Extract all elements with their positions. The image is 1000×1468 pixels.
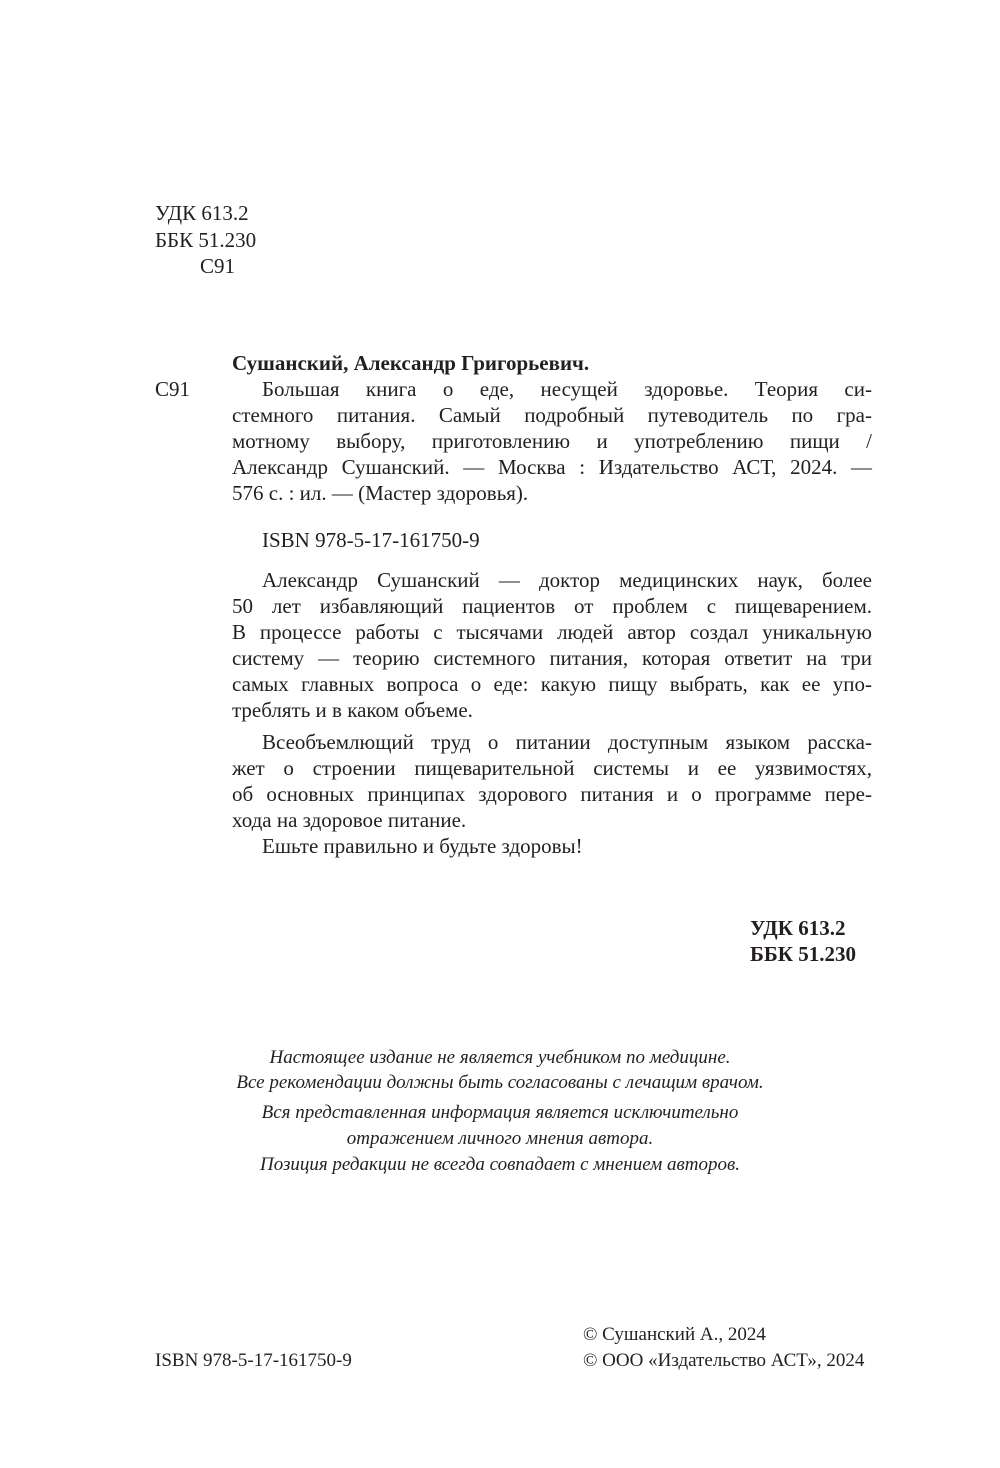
- isbn: ISBN 978-5-17-161750-9: [262, 528, 480, 552]
- description-line: 576 с. : ил. — (Мастер здоровья).: [232, 481, 529, 505]
- author-heading: Сушанский, Александр Григорьевич.: [232, 351, 590, 375]
- description-line: Большая книга о еде, несущей здоровье. Теория си-: [262, 377, 872, 401]
- annotation-line: Ешьте правильно и будьте здоровы!: [262, 834, 583, 858]
- bbk-code: ББК 51.230: [750, 942, 856, 966]
- annotation-line: об основных принципах здорового питания и о программе пере-: [232, 782, 872, 806]
- annotation-line: жет о строении пищеварительной системы и ее уязвимостях,: [232, 756, 872, 780]
- isbn: ISBN 978-5-17-161750-9: [155, 1350, 352, 1371]
- disclaimer-line: Позиция редакции не всегда совпадает с мнением авторов.: [259, 1154, 741, 1175]
- annotation-line: самых главных вопроса о еде: какую пищу выбрать, как ее упо-: [232, 672, 872, 696]
- description-line: стемного питания. Самый подробный путеводитель по гра-: [232, 403, 872, 427]
- udk-code: УДК 613.2: [155, 201, 249, 225]
- description-line: мотному выбору, приготовлению и употреблению пищи /: [232, 429, 872, 453]
- disclaimer-line: Вся представленная информация является исключительно: [261, 1102, 739, 1123]
- annotation-line: Александр Сушанский — доктор медицинских наук, более: [262, 568, 872, 592]
- copyright-author: © Сушанский А., 2024: [583, 1324, 766, 1345]
- disclaimer-line: отражением личного мнения автора.: [346, 1128, 654, 1149]
- author-mark: С91: [155, 377, 191, 401]
- annotation-line: треблять и в каком объеме.: [232, 698, 473, 722]
- annotation-line: систему — теорию системного питания, которая ответит на три: [232, 646, 872, 670]
- description-line: Александр Сушанский. — Москва : Издательство АСТ, 2024. —: [232, 455, 872, 479]
- author-mark: С91: [200, 254, 236, 278]
- annotation-line: 50 лет избавляющий пациентов от проблем с пищеварением.: [232, 594, 872, 618]
- udk-code: УДК 613.2: [750, 916, 846, 940]
- annotation-line: Всеобъемлющий труд о питании доступным языком расска-: [262, 730, 872, 754]
- disclaimer-line: Настоящее издание не является учебником по медицине.: [269, 1047, 731, 1068]
- annotation-line: хода на здоровое питание.: [232, 808, 467, 832]
- disclaimer-line: Все рекомендации должны быть согласованы с лечащим врачом.: [236, 1072, 764, 1093]
- copyright-publisher: © ООО «Издательство АСТ», 2024: [583, 1350, 865, 1371]
- annotation-line: В процессе работы с тысячами людей автор создал уникальную: [232, 620, 872, 644]
- bbk-code: ББК 51.230: [155, 228, 257, 252]
